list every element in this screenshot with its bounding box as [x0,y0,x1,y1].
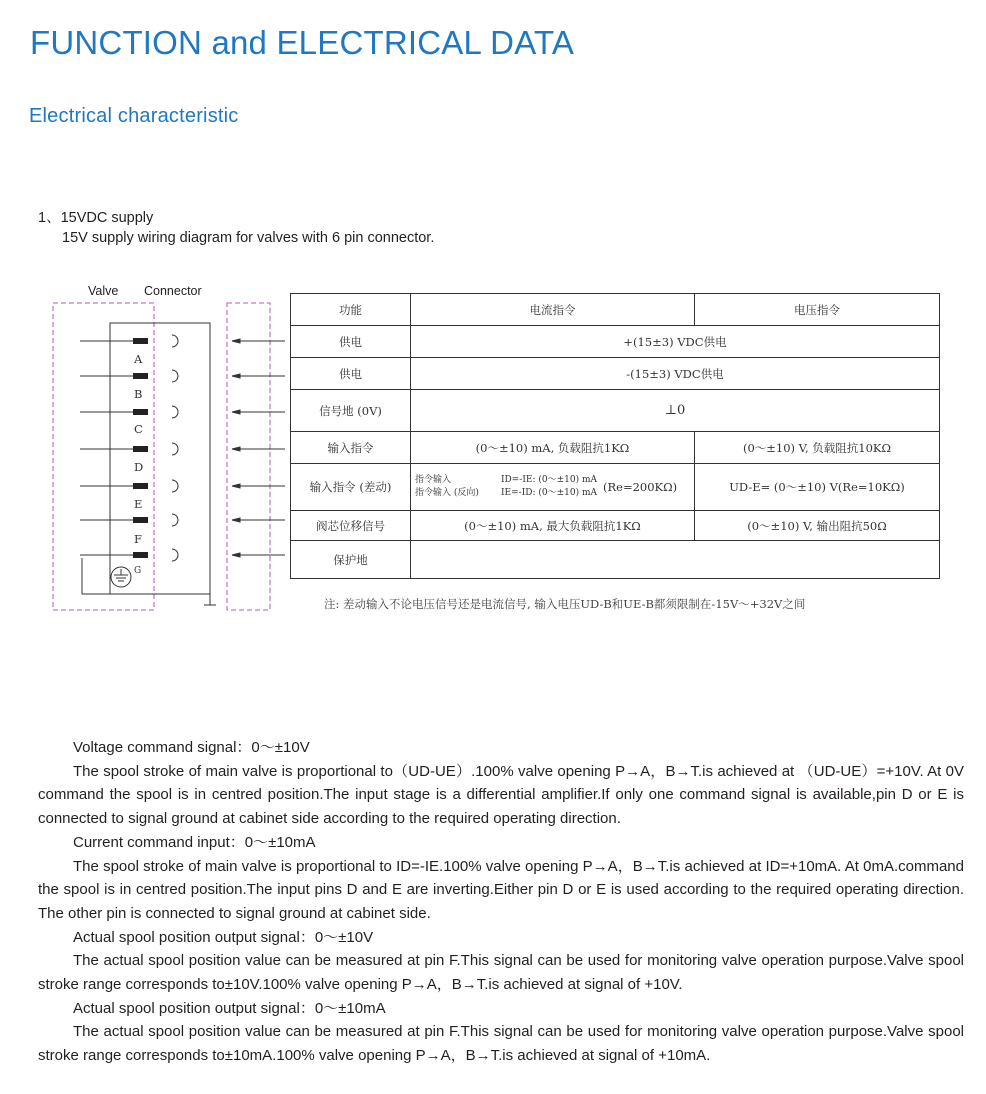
diff-line1-label: 指令输入 [415,475,452,485]
header-current: 电流指令 [411,294,695,326]
wire-arrow [232,374,240,378]
table-note: 注: 差动输入不论电压信号还是电流信号, 输入电压UD-B和UE-B都须限制在-15V～+32V之间 [324,597,806,611]
row-label: 输入指令 [291,432,411,464]
table-row [291,326,940,358]
pin-block [133,483,148,489]
table-row [291,432,940,464]
intro-line: 15V supply wiring diagram for valves with 6 pin connector. [62,230,435,246]
pin-block [133,373,148,379]
pin-block [133,338,148,344]
wiring-diagram [0,0,290,620]
intro-item: 1、15VDC supply [38,210,154,226]
table-row [291,358,940,390]
p4-text: The actual spool position value can be measured at pin F.This signal can be used for monitoring valve operation purpose.Valve spool stroke range corresponds to±10mA.100% valve opening P→A，B→T.is achieved at signal of +10mA. [38,1023,964,1065]
header-function: 功能 [291,294,411,326]
row-current: (0～±10) mA, 负载阻抗1KΩ [411,432,695,464]
p1-text: The spool stroke of main valve is proportional to（UD-UE）.100% valve opening P→A，B→T.is achieved at （UD-UE）=+10V. At 0V command the spool is in centred position.The input stage is a differential amplifier.If only one command signal is available,pin D or E is connected to signal ground at cabinet side according to the required operating direction. [38,762,964,828]
wire-arrow [232,339,240,343]
table-row [291,541,940,579]
page-title: FUNCTION and ELECTRICAL DATA [30,24,575,61]
socket-arc [172,480,178,492]
socket-arc [172,335,178,347]
pin-block [133,552,148,558]
wire-arrow [232,410,240,414]
row-current-diff [411,464,695,511]
pin-label-d: D [134,460,144,474]
diff-line2-label: 指令输入 (反向) [415,488,479,498]
pin-label-c: C [134,422,143,436]
wire-arrow [232,484,240,488]
row-value: +(15±3) VDC供电 [411,326,940,358]
p1-title: Voltage command signal：0～±10V [73,739,310,756]
wire-arrow [232,518,240,522]
socket-arc [172,549,178,561]
body-text [38,736,964,1068]
row-value: ⊥0 [411,390,940,432]
row-label: 保护地 [291,541,411,579]
p4-title: Actual spool position output signal：0～±10mA [73,999,386,1017]
table-row [291,390,940,432]
valve-label: Valve [88,284,119,298]
diff-line1-formula: ID=-IE: (0～±10) mA [501,475,598,485]
row-label: 供电 [291,326,411,358]
header-voltage: 电压指令 [695,294,940,326]
row-value [411,541,940,579]
socket-arc [172,443,178,455]
row-label: 信号地 (0V) [291,390,411,432]
electrical-table [290,293,940,579]
row-label: 供电 [291,358,411,390]
wire-arrow [232,553,240,557]
pin-label-a: A [134,352,143,366]
row-value: -(15±3) VDC供电 [411,358,940,390]
row-current: (0～±10) mA, 最大负载阻抗1KΩ [411,511,695,541]
p3-text: The actual spool position value can be measured at pin F.This signal can be used for monitoring valve operation purpose.Valve spool stroke range corresponds to±10V.100% valve opening P→A，B→T.is achieved at signal of +10V. [38,952,964,994]
socket-arc [172,406,178,418]
row-label: 输入指令 (差动) [291,464,411,511]
pin-block [133,517,148,523]
table-row [291,464,940,511]
p2-text: The spool stroke of main valve is proportional to ID=-IE.100% valve opening P→A，B→T.is achieved at ID=+10mA. At 0mA.command the spool is in centred position.The input pins D and E are inverting.Either pin D or E is used according to the required operating direction. The other pin is connected to signal ground at cabinet side. [38,857,964,922]
row-voltage: UD-E= (0～±10) V(Re=10KΩ) [695,464,940,511]
pin-block [133,409,148,415]
wire-arrow [232,447,240,451]
connector-label: Connector [144,284,202,298]
row-label: 阀芯位移信号 [291,511,411,541]
diff-line2-formula: IE=-ID: (0～±10) mA [501,488,598,498]
row-voltage: (0～±10) V, 输出阻抗50Ω [695,511,940,541]
p2-title: Current command input：0～±10mA [73,833,316,851]
pin-block [133,446,148,452]
table-header-row [291,294,940,326]
table-row [291,511,940,541]
section-title: Electrical characteristic [29,105,239,127]
pin-label-b: B [134,387,143,401]
p3-title: Actual spool position output signal：0～±10V [73,928,374,946]
socket-arc [172,514,178,526]
diff-re: (Re=200KΩ) [603,480,678,494]
row-voltage: (0～±10) V, 负载阻抗10KΩ [695,432,940,464]
pin-label-f: F [134,532,142,546]
pin-label-e: E [134,497,143,511]
socket-arc [172,370,178,382]
pin-label-g: G [134,566,142,576]
